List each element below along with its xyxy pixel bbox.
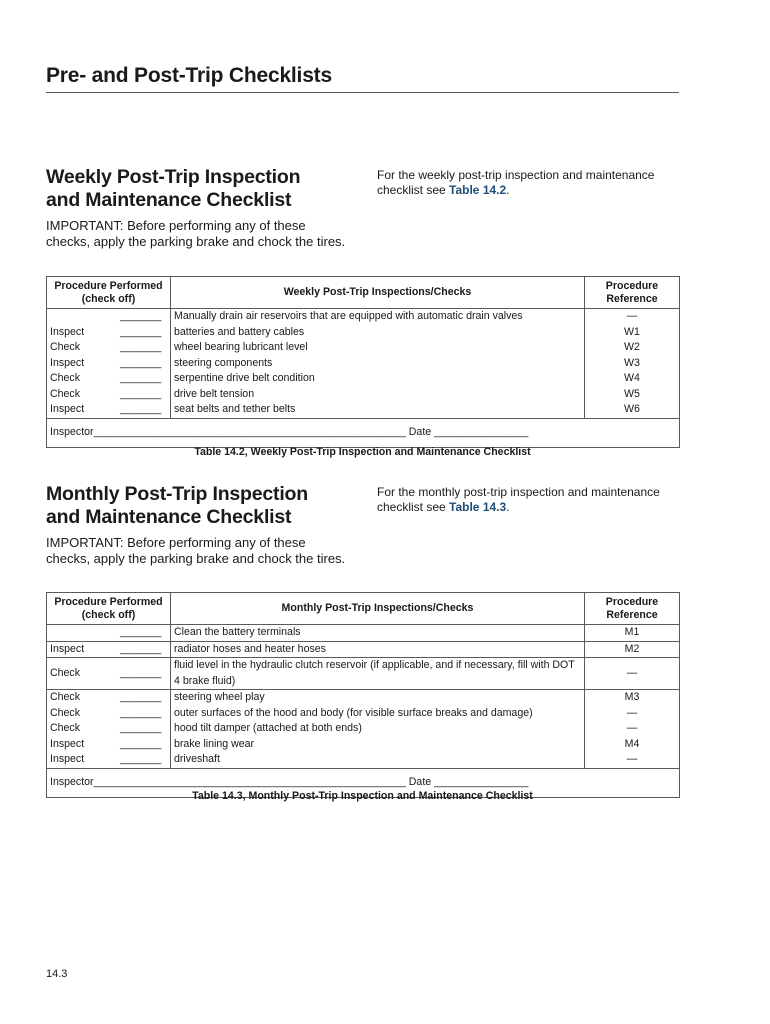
weekly-title	[46, 166, 346, 212]
inspection-item: Manually drain air reservoirs that are equipped with automatic drain valves	[171, 309, 585, 325]
table-row	[47, 658, 680, 690]
procedure-reference: M2	[585, 641, 680, 658]
procedure-reference: —	[585, 721, 680, 737]
check-off-cell[interactable]: _______	[47, 309, 171, 325]
table-row	[47, 625, 680, 642]
monthly-note-text: For the monthly post-trip inspection and maintenance checklist see	[377, 485, 660, 514]
check-off-cell[interactable]: Inspect _______	[47, 325, 171, 341]
procedure-reference: W1	[585, 325, 680, 341]
table-header-row	[47, 277, 680, 309]
procedure-reference: W5	[585, 387, 680, 403]
procedure-reference: W3	[585, 356, 680, 372]
inspection-item: drive belt tension	[171, 387, 585, 403]
table-row	[47, 371, 680, 387]
check-off-cell[interactable]: Inspect _______	[47, 752, 171, 768]
table-row	[47, 737, 680, 753]
procedure-reference: —	[585, 309, 680, 325]
weekly-reference-note	[377, 168, 682, 197]
monthly-title-line1: Monthly Post-Trip Inspection	[46, 483, 308, 505]
header-procedure-reference: Procedure Reference	[585, 593, 680, 625]
inspection-item: fluid level in the hydraulic clutch reservoir (if applicable, and if necessary, fill with DOT 4 brake fluid)	[171, 658, 585, 690]
table-row	[47, 309, 680, 325]
inspection-item: brake lining wear	[171, 737, 585, 753]
inspection-item: Clean the battery terminals	[171, 625, 585, 642]
inspector-signature-field[interactable]: Inspector_____________________________________________________ Date ________________	[47, 768, 680, 797]
table-row	[47, 706, 680, 722]
table-row	[47, 752, 680, 768]
header-procedure-reference: Procedure Reference	[585, 277, 680, 309]
check-off-cell[interactable]: Inspect _______	[47, 356, 171, 372]
check-off-cell[interactable]: Inspect _______	[47, 737, 171, 753]
inspection-item: radiator hoses and heater hoses	[171, 641, 585, 658]
monthly-title-line2: and Maintenance Checklist	[46, 506, 292, 528]
procedure-reference: W2	[585, 340, 680, 356]
check-off-cell[interactable]: Check _______	[47, 387, 171, 403]
table-row	[47, 402, 680, 418]
inspection-item: wheel bearing lubricant level	[171, 340, 585, 356]
title-divider	[46, 92, 679, 93]
check-off-cell[interactable]: Check _______	[47, 706, 171, 722]
weekly-table-caption: Table 14.2, Weekly Post-Trip Inspection and Maintenance Checklist	[194, 446, 531, 458]
inspector-signature-field[interactable]: Inspector_____________________________________________________ Date ________________	[47, 418, 680, 447]
table-row	[47, 340, 680, 356]
check-off-cell[interactable]: _______	[47, 625, 171, 642]
inspection-item: serpentine drive belt condition	[171, 371, 585, 387]
table-row	[47, 387, 680, 403]
weekly-note-end: .	[506, 182, 510, 197]
check-off-cell[interactable]: Inspect _______	[47, 402, 171, 418]
monthly-table-link[interactable]: Table 14.3	[449, 499, 507, 514]
inspection-item: batteries and battery cables	[171, 325, 585, 341]
procedure-reference: —	[585, 752, 680, 768]
check-off-cell[interactable]: Check _______	[47, 690, 171, 706]
procedure-reference: M4	[585, 737, 680, 753]
monthly-table-caption: Table 14.3, Monthly Post-Trip Inspection and Maintenance Checklist	[192, 790, 533, 802]
procedure-reference: M1	[585, 625, 680, 642]
weekly-title-line2: and Maintenance Checklist	[46, 189, 292, 211]
table-row	[47, 690, 680, 706]
header-inspections: Weekly Post-Trip Inspections/Checks	[171, 277, 585, 309]
weekly-table-link[interactable]: Table 14.2	[449, 182, 507, 197]
check-off-cell[interactable]: Check _______	[47, 371, 171, 387]
inspector-row	[47, 418, 680, 447]
procedure-reference: M3	[585, 690, 680, 706]
procedure-reference: —	[585, 706, 680, 722]
table-row	[47, 325, 680, 341]
procedure-reference: W6	[585, 402, 680, 418]
table-row	[47, 721, 680, 737]
weekly-title-line1: Weekly Post-Trip Inspection	[46, 166, 301, 188]
procedure-reference: —	[585, 658, 680, 690]
page-title: Pre- and Post-Trip Checklists	[46, 64, 332, 87]
inspection-item: driveshaft	[171, 752, 585, 768]
monthly-checklist-table	[46, 592, 680, 798]
monthly-reference-note	[377, 485, 682, 514]
header-inspections: Monthly Post-Trip Inspections/Checks	[171, 593, 585, 625]
page-number: 14.3	[46, 968, 68, 980]
weekly-important-note: IMPORTANT: Before performing any of these checks, apply the parking brake and chock the tires.	[46, 218, 346, 249]
check-off-cell[interactable]: Inspect _______	[47, 641, 171, 658]
weekly-note-text: For the weekly post-trip inspection and maintenance checklist see	[377, 168, 655, 197]
inspection-item: steering components	[171, 356, 585, 372]
table-row	[47, 641, 680, 658]
monthly-important-note: IMPORTANT: Before performing any of these checks, apply the parking brake and chock the tires.	[46, 535, 346, 566]
check-off-cell[interactable]: Check _______	[47, 658, 171, 690]
check-off-cell[interactable]: Check _______	[47, 340, 171, 356]
inspection-item: steering wheel play	[171, 690, 585, 706]
header-procedure-performed: Procedure Performed (check off)	[47, 593, 171, 625]
inspection-item: outer surfaces of the hood and body (for visible surface breaks and damage)	[171, 706, 585, 722]
monthly-title	[46, 483, 346, 529]
check-off-cell[interactable]: Check _______	[47, 721, 171, 737]
table-row	[47, 356, 680, 372]
procedure-reference: W4	[585, 371, 680, 387]
table-header-row	[47, 593, 680, 625]
monthly-note-end: .	[506, 499, 510, 514]
header-procedure-performed: Procedure Performed (check off)	[47, 277, 171, 309]
inspection-item: hood tilt damper (attached at both ends)	[171, 721, 585, 737]
weekly-checklist-table	[46, 276, 680, 448]
inspection-item: seat belts and tether belts	[171, 402, 585, 418]
